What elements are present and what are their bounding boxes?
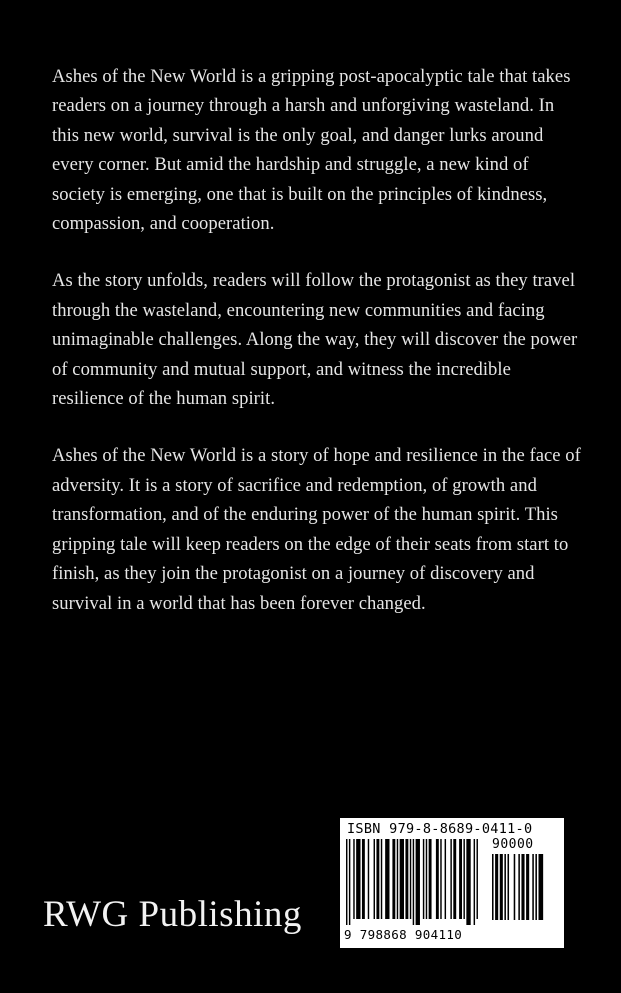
- ean-barcode-bars: [346, 839, 486, 927]
- barcode-bar: [400, 839, 404, 919]
- barcode-bar: [463, 839, 464, 919]
- barcode-bar: [532, 854, 534, 920]
- barcode-bar: [356, 839, 360, 919]
- barcode-bar: [526, 854, 529, 920]
- barcode-bar: [492, 854, 494, 920]
- barcode-bar: [413, 839, 414, 925]
- barcode-bar: [436, 839, 439, 919]
- barcode-bar: [500, 854, 503, 920]
- barcode-bar: [477, 839, 478, 919]
- barcode-bar: [466, 839, 470, 925]
- barcode-bar: [368, 839, 369, 919]
- barcode-bar: [450, 839, 451, 919]
- barcode-bar: [374, 839, 375, 919]
- barcode-bar: [405, 839, 408, 919]
- barcode-bar: [381, 839, 382, 919]
- publisher-name: RWG Publishing: [43, 894, 302, 935]
- blurb-paragraph-1: Ashes of the New World is a gripping post-apocalyptic tale that takes readers on a journey through a harsh and unforgiving wasteland. In this new world, survival is the only goal, and danger lurks around every corner. But amid the hardship and struggle, a new kind of society is emerging, one that is built on the principles of kindness, compassion, and cooperation.: [52, 66, 571, 235]
- isbn-barcode: [340, 818, 564, 948]
- price-barcode-bars: [492, 854, 554, 926]
- barcode-bar: [514, 854, 516, 920]
- blurb-paragraph-2: As the story unfolds, readers will follow the protagonist as they travel through the wasteland, encountering new communities and facing unimaginable challenges. Along the way, they will discover the power of community and mutual support, and witness the incredible resilience of the human spirit.: [52, 270, 578, 410]
- isbn-label: ISBN 979-8-8689-0411-0: [347, 821, 533, 837]
- barcode-bar: [349, 839, 350, 925]
- barcode-bar: [453, 839, 456, 919]
- barcode-bar: [385, 839, 389, 919]
- barcode-bar: [508, 854, 510, 920]
- barcode-bar: [495, 854, 498, 920]
- barcode-bar: [397, 839, 398, 919]
- barcode-bar: [521, 854, 524, 920]
- ean-digits: 9 798868 904110: [344, 927, 463, 942]
- barcode-bar: [445, 839, 446, 919]
- barcode-bar: [392, 839, 395, 919]
- barcode-bar: [353, 839, 354, 919]
- barcode-bar: [440, 839, 441, 919]
- barcode-bar: [459, 839, 462, 919]
- barcode-bar: [535, 854, 537, 920]
- barcode-bar: [416, 839, 420, 925]
- barcode-bar: [376, 839, 379, 919]
- back-cover-blurb: [52, 62, 582, 646]
- barcode-bar: [423, 839, 424, 919]
- blurb-paragraph-3: Ashes of the New World is a story of hope and resilience in the face of adversity. It is a story of sacrifice and redemption, of growth and transformation, and of the enduring power of the human spirit. This gripping tale will keep readers on the edge of their seats from start to finish, as they join the protagonist on a journey of discovery and survival in a world that has been forever changed.: [52, 445, 581, 614]
- barcode-bar: [518, 854, 520, 920]
- barcode-bar: [346, 839, 347, 925]
- barcode-bar: [539, 854, 544, 920]
- barcode-bar: [429, 839, 432, 919]
- barcode-bar: [504, 854, 506, 920]
- price-code: 90000: [492, 837, 534, 852]
- barcode-bar: [410, 839, 411, 919]
- barcode-bar: [426, 839, 427, 919]
- barcode-bar: [474, 839, 475, 925]
- barcode-bar: [362, 839, 365, 919]
